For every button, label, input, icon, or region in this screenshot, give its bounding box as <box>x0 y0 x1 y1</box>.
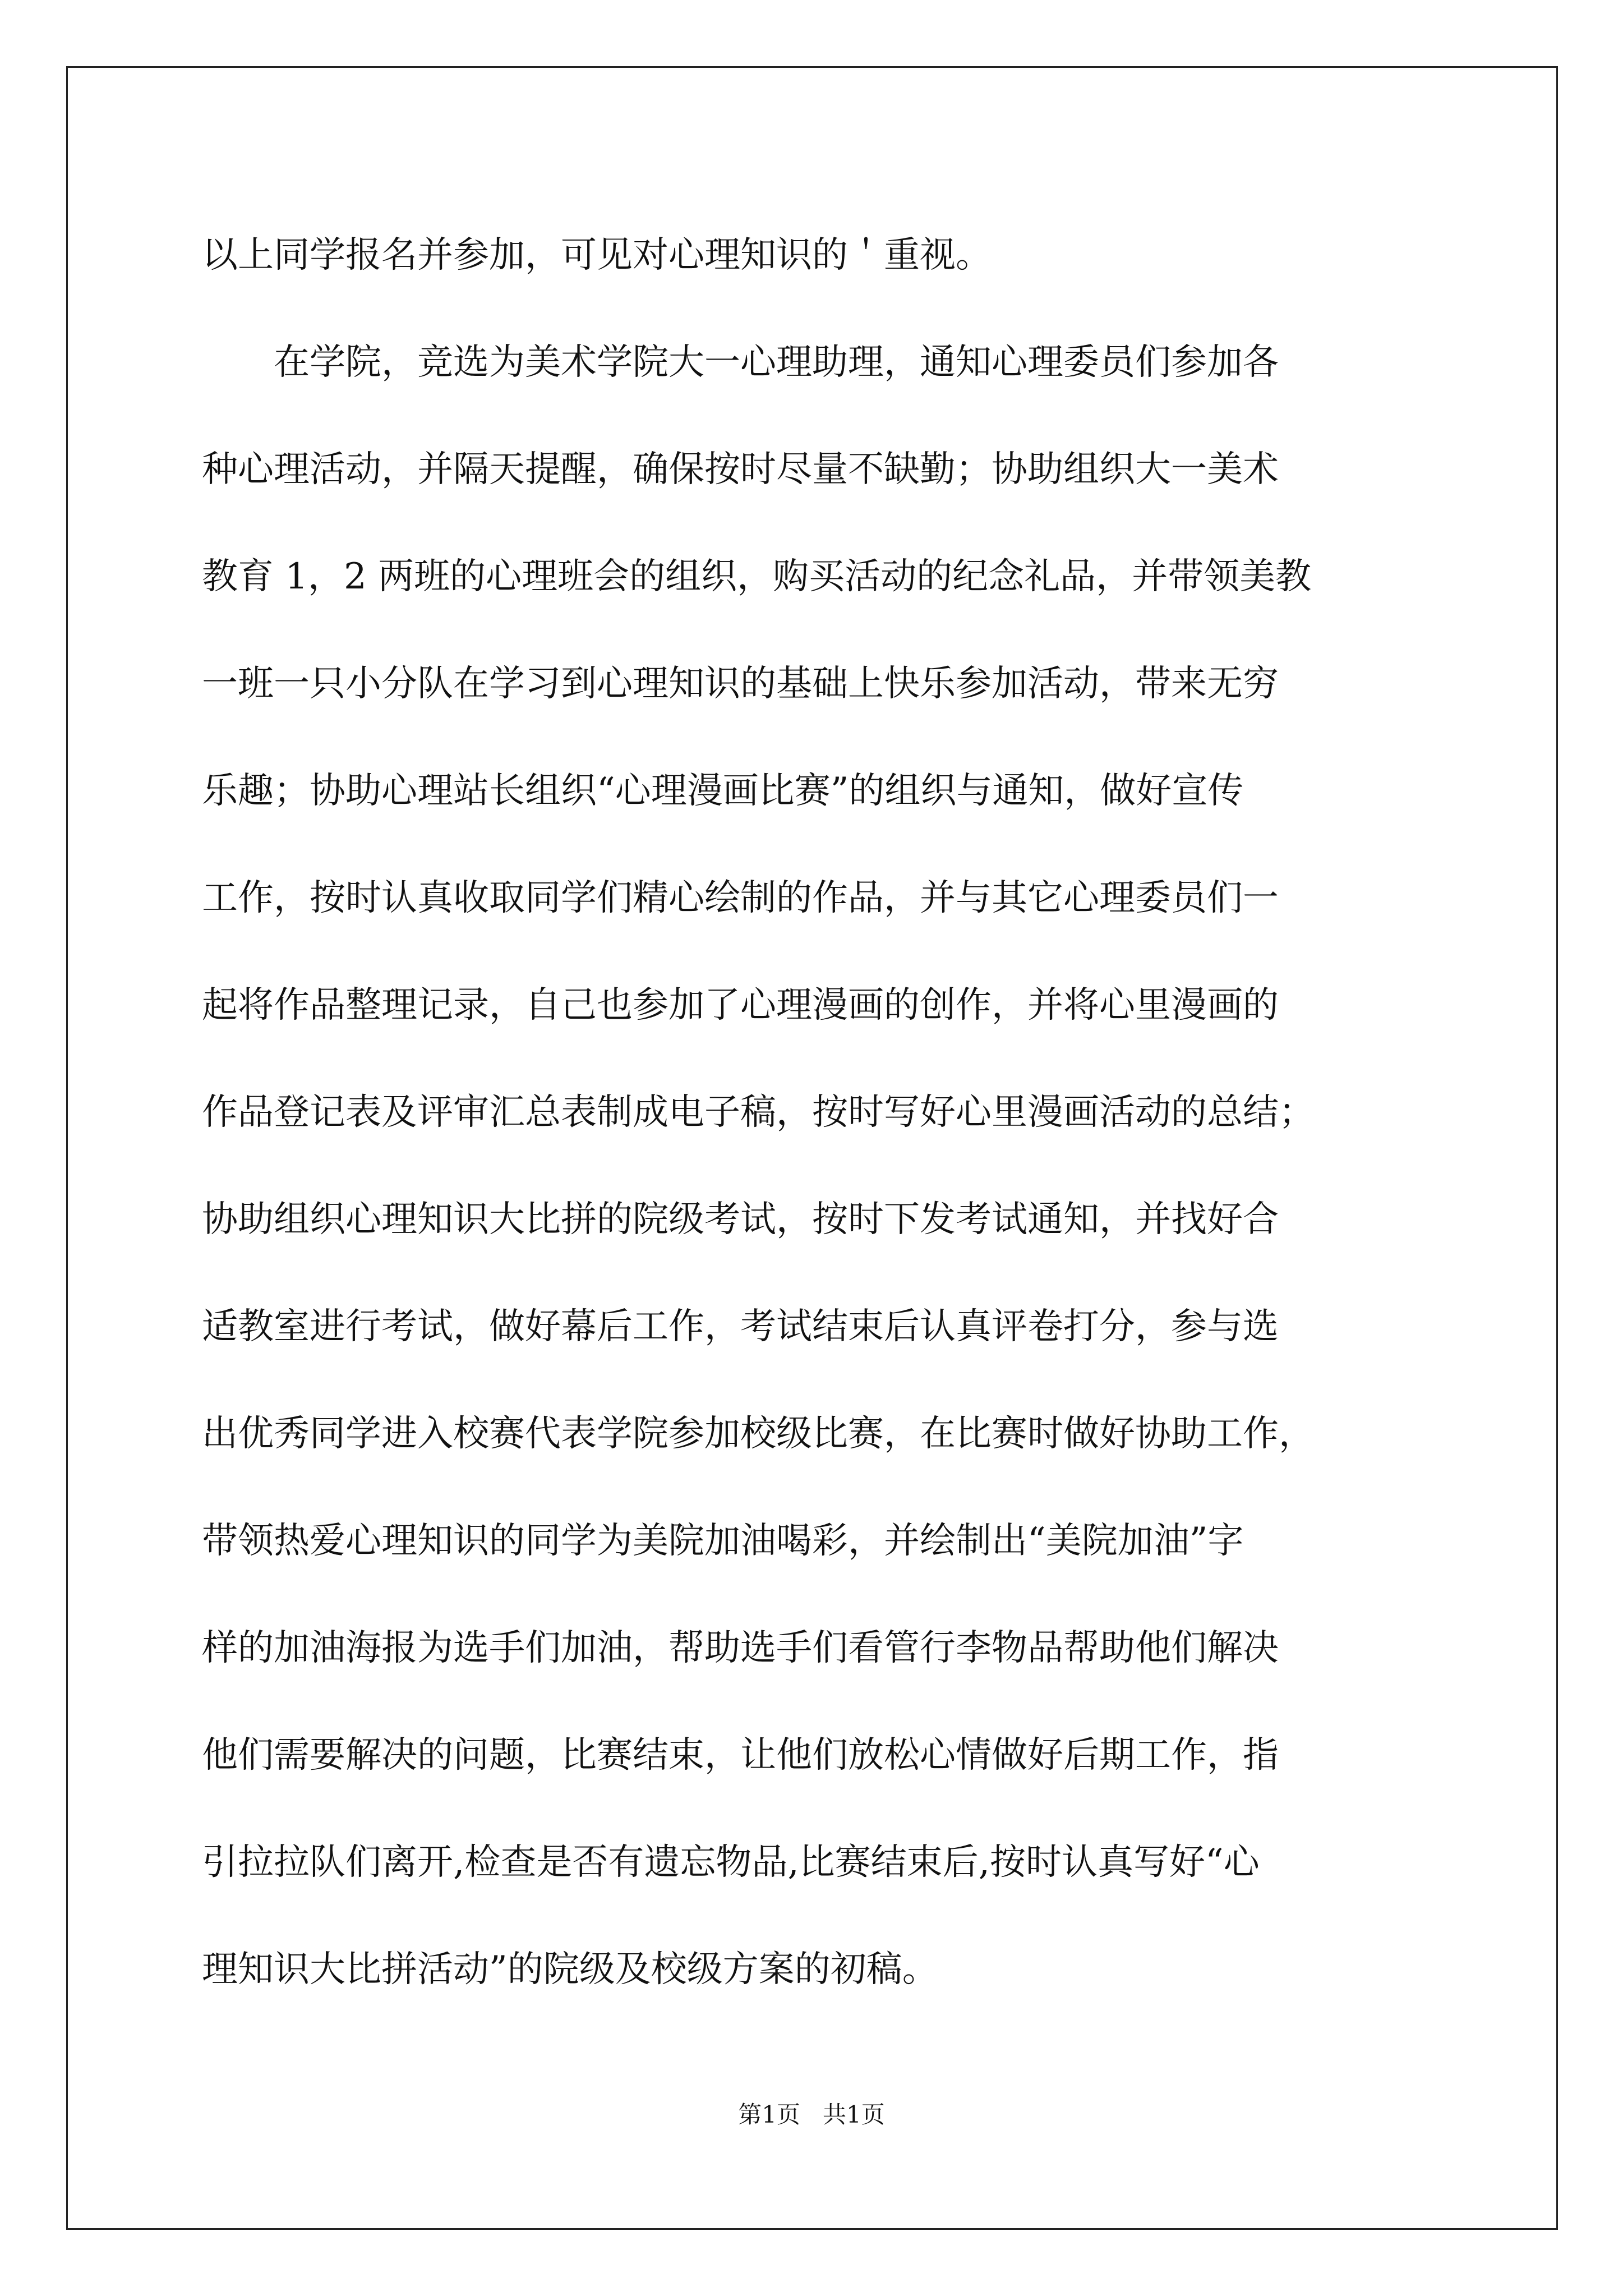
text-line: 引拉拉队们离开,检查是否有遗忘物品,比赛结束后,按时认真写好“心 <box>202 1842 1260 1883</box>
text-line: 以上同学报名并参加，可见对心理知识的＇重视。 <box>202 234 992 276</box>
text-line: 协助组织心理知识大比拼的院级考试，按时下发考试通知，并找好合 <box>202 1199 1279 1240</box>
text-line: 乐趣；协助心理站长组织“心理漫画比赛”的组织与通知，做好宣传 <box>202 770 1244 812</box>
text-line: 工作，按时认真收取同学们精心绘制的作品，并与其它心理委员们一 <box>202 877 1279 919</box>
page-number: 第1页 <box>738 2101 800 2128</box>
page-footer <box>0 2098 1623 2132</box>
text-line: 他们需要解决的问题，比赛结束，让他们放松心情做好后期工作，指 <box>202 1734 1279 1776</box>
text-line: 种心理活动，并隔天提醒，确保按时尽量不缺勤；协助组织大一美术 <box>202 449 1279 490</box>
text-line: 一班一只小分队在学习到心理知识的基础上快乐参加活动，带来无穷 <box>202 663 1279 705</box>
text-line: 出优秀同学进入校赛代表学院参加校级比赛，在比赛时做好协助工作， <box>202 1413 1315 1455</box>
text-line: 理知识大比拼活动”的院级及校级方案的初稿。 <box>202 1949 938 1990</box>
text-line: 适教室进行考试，做好幕后工作，考试结束后认真评卷打分，参与选 <box>202 1306 1279 1347</box>
document-body <box>202 202 1441 2023</box>
text-line: 作品登记表及评审汇总表制成电子稿，按时写好心里漫画活动的总结； <box>202 1092 1315 1133</box>
text-line: 样的加油海报为选手们加油，帮助选手们看管行李物品帮助他们解决 <box>202 1627 1279 1669</box>
text-line: 在学院，竞选为美术学院大一心理助理，通知心理委员们参加各 <box>274 342 1279 383</box>
text-line: 带领热爱心理知识的同学为美院加油喝彩，并绘制出“美院加油”字 <box>202 1520 1244 1562</box>
text-line: 起将作品整理记录，自己也参加了心理漫画的创作，并将心里漫画的 <box>202 984 1279 1026</box>
page-total: 共1页 <box>823 2101 885 2128</box>
text-line: 教育 1，2 两班的心理班会的组织，购买活动的纪念礼品，并带领美教 <box>202 556 1312 597</box>
